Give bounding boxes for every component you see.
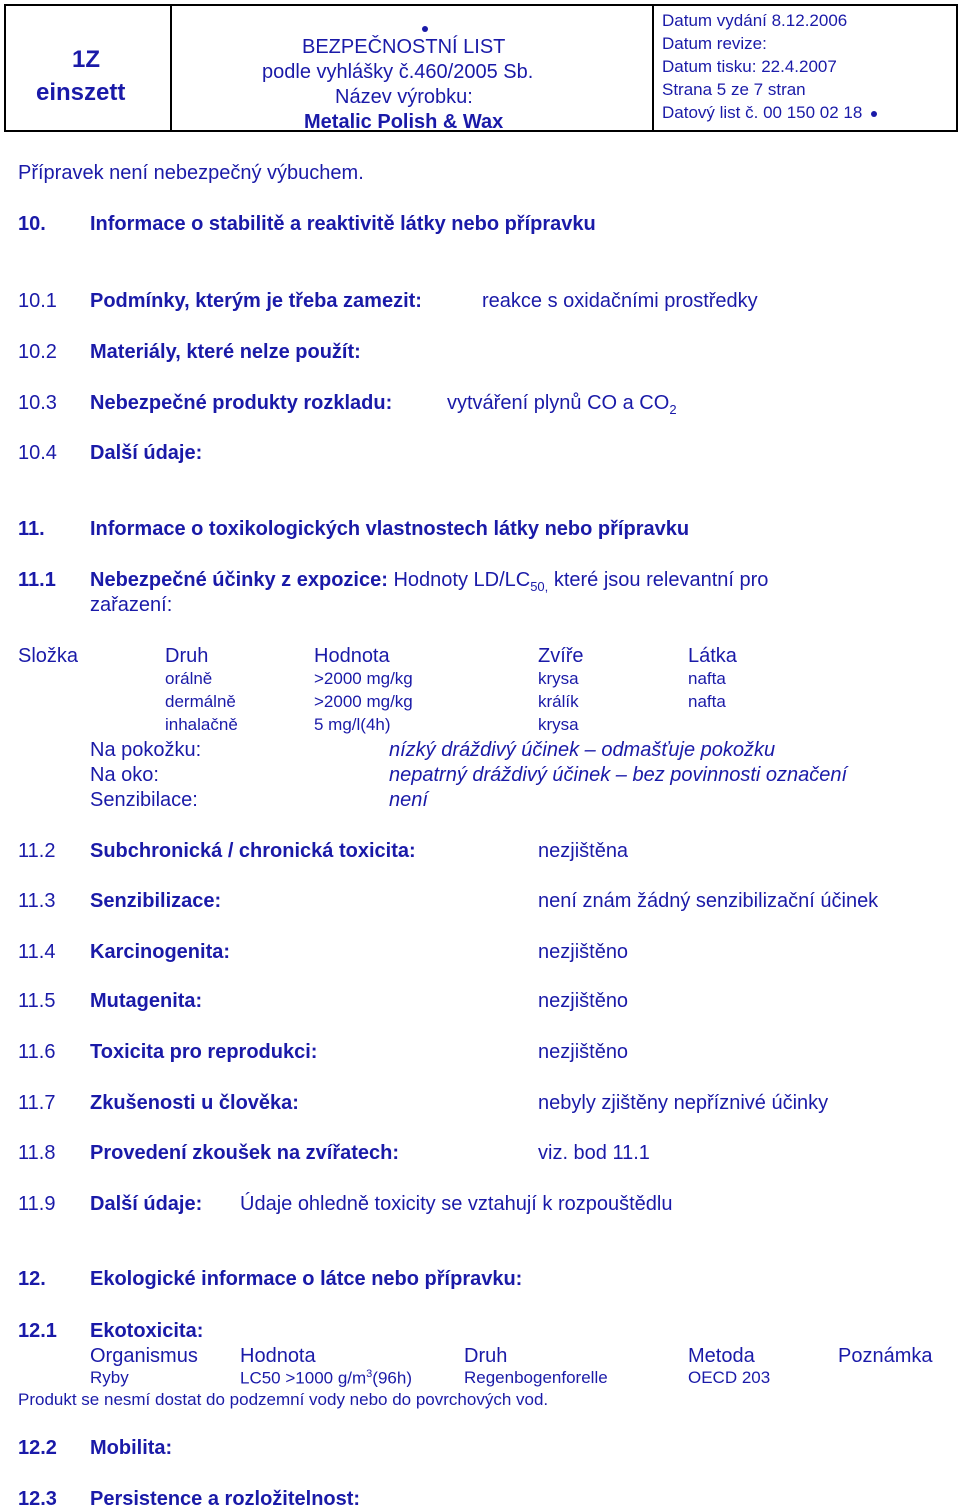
section-11-4-label: Karcinogenita: <box>90 941 231 963</box>
section-11-1-subscript: 50, <box>530 579 549 594</box>
section-11-1-value-a: Hodnoty LD/LC <box>393 569 531 591</box>
tox-row-2-value: >2000 mg/kg <box>314 692 413 711</box>
section-11-7-value: nebyly zjištěny nepříznivé účinky <box>538 1092 829 1114</box>
header-title-cell <box>170 4 654 132</box>
section-12-1-label: Ekotoxicita: <box>90 1320 204 1342</box>
section-11-4-number: 11.4 <box>18 941 56 963</box>
eco-row-organism: Ryby <box>90 1368 129 1387</box>
section-11-2-label: Subchronická / chronická toxicita: <box>90 840 416 862</box>
tox-row-2-animal: králík <box>538 692 579 711</box>
section-11-1-number: 11.1 <box>18 569 56 591</box>
tox-row-1-substance: nafta <box>688 669 726 688</box>
tox-header-component: Složka <box>18 645 79 667</box>
section-11-title: Informace o toxikologických vlastnostech látky nebo přípravku <box>90 518 690 540</box>
section-11-8-number: 11.8 <box>18 1142 56 1164</box>
product-label: Název výrobku: <box>335 86 473 108</box>
product-name: Metalic Polish & Wax <box>304 111 504 133</box>
section-10-1-value: reakce s oxidačními prostředky <box>482 290 758 312</box>
section-11-1-value-c: zařazení: <box>90 594 173 616</box>
tox-row-3-route: inhalačně <box>165 715 238 734</box>
section-11-1-label: Nebezpečné účinky z expozice: <box>90 569 388 591</box>
section-11-7-number: 11.7 <box>18 1092 56 1114</box>
intro-text: Přípravek není nebezpečný výbuchem. <box>18 162 364 184</box>
eco-note: Produkt se nesmí dostat do podzemní vody nebo do povrchových vod. <box>18 1390 549 1409</box>
section-10-1-number: 10.1 <box>18 290 57 312</box>
sensitization-label: Senzibilace: <box>90 789 198 811</box>
tox-row-3-animal: krysa <box>538 715 579 734</box>
section-10-3-value <box>447 392 677 417</box>
section-11-9-number: 11.9 <box>18 1193 56 1215</box>
eco-header-organism: Organismus <box>90 1345 198 1367</box>
section-11-3-value: není znám žádný senzibilizační účinek <box>538 890 879 912</box>
section-10-4-number: 10.4 <box>18 442 57 464</box>
section-12-2-number: 12.2 <box>18 1437 57 1459</box>
eco-row-value-duration: (96h) <box>372 1368 412 1388</box>
header-dates-cell <box>652 4 958 132</box>
section-10-2-number: 10.2 <box>18 341 57 363</box>
section-10-3-label: Nebezpečné produkty rozkladu: <box>90 392 393 414</box>
section-11-5-number: 11.5 <box>18 990 56 1012</box>
section-11-7-label: Zkušenosti u člověka: <box>90 1092 299 1114</box>
section-11-2-number: 11.2 <box>18 840 56 862</box>
eco-row-value <box>240 1368 412 1389</box>
section-10-4-label: Další údaje: <box>90 442 203 464</box>
eco-row-value-text: LC50 >1000 g/m <box>240 1368 367 1388</box>
section-12-number: 12. <box>18 1268 46 1290</box>
section-12-3-number: 12.3 <box>18 1488 57 1510</box>
issue-date: Datum vydání 8.12.2006 <box>662 11 848 30</box>
eco-row-species: Regenbogenforelle <box>464 1368 608 1387</box>
eye-value: nepatrný dráždivý účinek – bez povinnosti označení <box>389 764 848 786</box>
tox-row-3-value: 5 mg/l(4h) <box>314 715 391 734</box>
tox-header-substance: Látka <box>688 645 737 667</box>
section-11-2-value: nezjištěna <box>538 840 629 862</box>
tox-header-route: Druh <box>165 645 209 667</box>
section-12-3-label: Persistence a rozložitelnost: <box>90 1488 361 1510</box>
section-11-3-number: 11.3 <box>18 890 56 912</box>
section-10-3-value-text: vytváření plynů CO a CO <box>447 392 670 414</box>
skin-label: Na pokožku: <box>90 739 202 761</box>
print-date: Datum tisku: 22.4.2007 <box>662 57 837 76</box>
section-11-8-label: Provedení zkoušek na zvířatech: <box>90 1142 400 1164</box>
section-11-6-number: 11.6 <box>18 1041 56 1063</box>
section-11-6-label: Toxicita pro reprodukci: <box>90 1041 318 1063</box>
section-11-6-value: nezjištěno <box>538 1041 629 1063</box>
tox-row-2-substance: nafta <box>688 692 726 711</box>
tox-row-2-route: dermálně <box>165 692 236 711</box>
sheet-number <box>662 103 877 123</box>
eco-header-method: Metoda <box>688 1345 755 1367</box>
sheet-regulation: podle vyhlášky č.460/2005 Sb. <box>262 61 534 83</box>
section-11-5-value: nezjištěno <box>538 990 629 1012</box>
tox-row-1-route: orálně <box>165 669 213 688</box>
skin-value: nízký dráždivý účinek – odmašťuje pokožku <box>389 739 776 761</box>
section-12-1-number: 12.1 <box>18 1320 57 1342</box>
revision-date: Datum revize: <box>662 34 767 53</box>
section-11-3-label: Senzibilizace: <box>90 890 222 912</box>
section-11-1-line <box>90 569 768 594</box>
section-10-3-subscript: 2 <box>669 402 677 417</box>
company-name-line2: einszett <box>36 79 126 106</box>
section-11-8-value: viz. bod 11.1 <box>538 1142 650 1164</box>
section-10-title: Informace o stabilitě a reaktivitě látky nebo přípravku <box>90 213 596 235</box>
eco-row-value-superscript: 3 <box>366 1368 373 1380</box>
eye-label: Na oko: <box>90 764 159 786</box>
section-11-5-label: Mutagenita: <box>90 990 203 1012</box>
sensitization-value: není <box>389 789 428 811</box>
section-11-9-value: Údaje ohledně toxicity se vztahují k rozpouštědlu <box>240 1193 673 1215</box>
tox-header-animal: Zvíře <box>538 645 584 667</box>
section-12-title: Ekologické informace o látce nebo přípravku: <box>90 1268 523 1290</box>
section-11-number: 11. <box>18 518 45 540</box>
company-name-line1: 1Z <box>72 46 101 73</box>
eco-row-method: OECD 203 <box>688 1368 771 1387</box>
tox-row-1-value: >2000 mg/kg <box>314 669 413 688</box>
eco-header-species: Druh <box>464 1345 508 1367</box>
sheet-title: BEZPEČNOSTNÍ LIST <box>302 36 506 58</box>
page-info: Strana 5 ze 7 stran <box>662 80 806 99</box>
eco-header-note: Poznámka <box>838 1345 933 1367</box>
section-12-2-label: Mobilita: <box>90 1437 173 1459</box>
tox-header-value: Hodnota <box>314 645 390 667</box>
bullet-icon <box>867 103 877 122</box>
header-company-cell <box>4 4 172 132</box>
eco-header-value: Hodnota <box>240 1345 316 1367</box>
section-11-1-value-b: které jsou relevantní pro <box>548 569 769 591</box>
tox-row-1-animal: krysa <box>538 669 579 688</box>
section-11-4-value: nezjištěno <box>538 941 629 963</box>
section-10-3-number: 10.3 <box>18 392 57 414</box>
section-11-9-label: Další údaje: <box>90 1193 203 1215</box>
section-10-2-label: Materiály, které nelze použít: <box>90 341 361 363</box>
sheet-number-text: Datový list č. 00 150 02 18 <box>662 103 863 122</box>
section-10-1-label: Podmínky, kterým je třeba zamezit: <box>90 290 422 312</box>
section-10-number: 10. <box>18 213 46 235</box>
